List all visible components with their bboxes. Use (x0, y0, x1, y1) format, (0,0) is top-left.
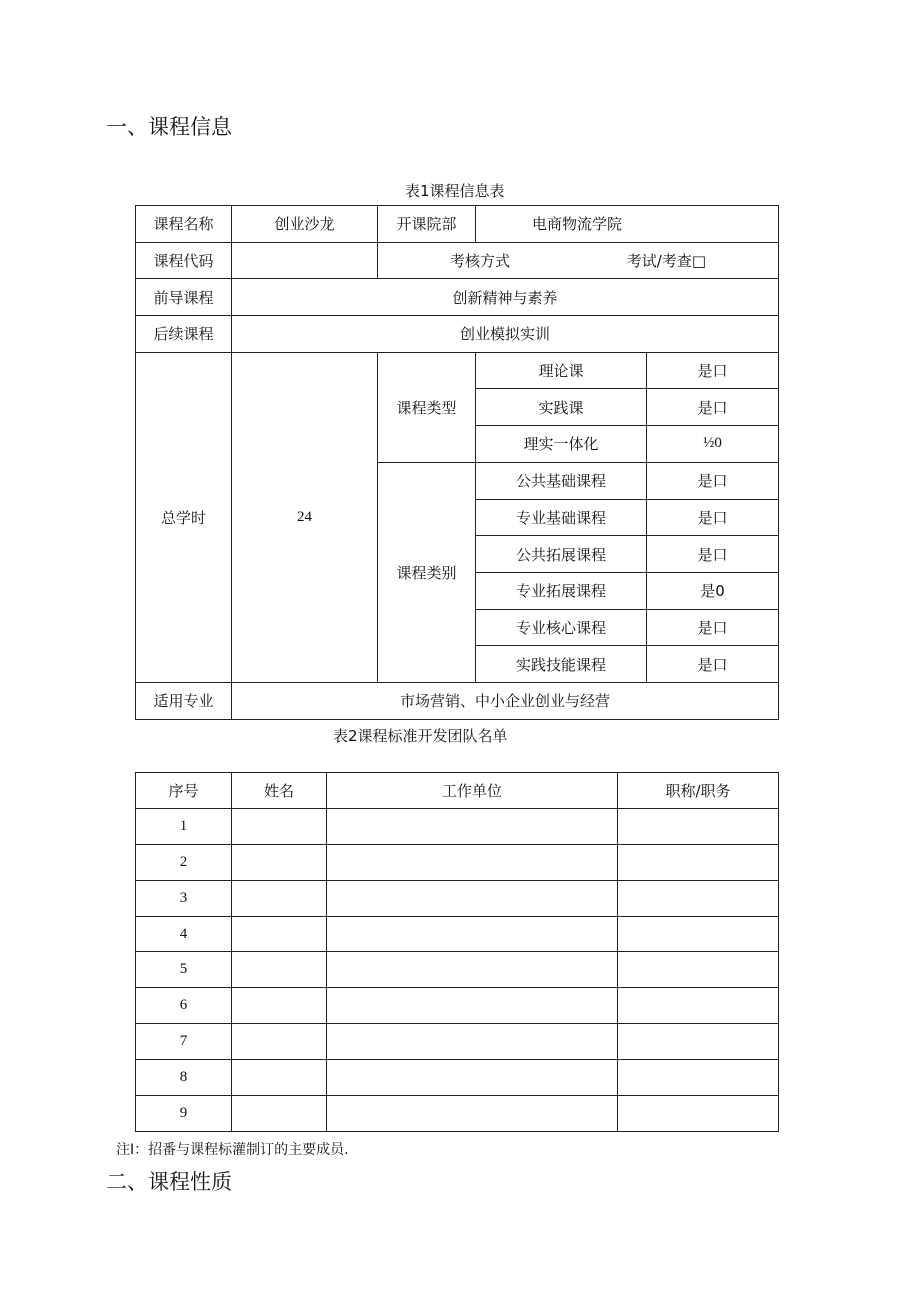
course-name-value: 创业沙龙 (232, 206, 378, 243)
row-title (618, 808, 779, 844)
course-code-value (232, 242, 378, 279)
course-category-name: 专业基础课程 (476, 499, 647, 536)
table-row (136, 1024, 779, 1060)
row-workplace (327, 1060, 618, 1096)
row-index: 9 (136, 1096, 232, 1132)
exam-method-cell (378, 242, 779, 279)
prereq-label: 前导课程 (136, 279, 232, 316)
row-index: 1 (136, 808, 232, 844)
row-index: 7 (136, 1024, 232, 1060)
table-row (136, 808, 779, 844)
table-row (136, 1096, 779, 1132)
header-name: 姓名 (232, 773, 327, 809)
table1-caption: 表1课程信息表 (405, 182, 505, 200)
row-index: 5 (136, 952, 232, 988)
row-workplace (327, 1024, 618, 1060)
row-name (232, 1060, 327, 1096)
course-category-name: 公共基础课程 (476, 462, 647, 499)
course-category-name: 专业拓展课程 (476, 572, 647, 609)
section-heading-course-nature: 二、课程性质 (106, 1170, 232, 1194)
row-title (618, 1096, 779, 1132)
header-title: 职称/职务 (618, 773, 779, 809)
course-code-label: 课程代码 (136, 242, 232, 279)
row-title (618, 880, 779, 916)
header-index: 序号 (136, 773, 232, 809)
dev-team-table (135, 772, 779, 1132)
section-heading-course-info: 一、课程信息 (106, 115, 232, 139)
row-name (232, 1024, 327, 1060)
table-row (136, 242, 779, 279)
row-index: 8 (136, 1060, 232, 1096)
header-workplace: 工作单位 (327, 773, 618, 809)
course-category-value: 是口 (647, 536, 779, 573)
table-note: 注I：招番与课程标灌制订的主要成员. (116, 1142, 349, 1158)
course-type-name: 实践课 (476, 389, 647, 426)
row-name (232, 844, 327, 880)
table-row (136, 1060, 779, 1096)
major-label: 适用专业 (136, 682, 232, 719)
row-title (618, 952, 779, 988)
row-index: 2 (136, 844, 232, 880)
row-index: 3 (136, 880, 232, 916)
row-title (618, 1060, 779, 1096)
row-index: 6 (136, 988, 232, 1024)
row-name (232, 988, 327, 1024)
table2-caption: 表2课程标准开发团队名单 (333, 727, 508, 745)
course-category-name: 公共拓展课程 (476, 536, 647, 573)
followup-value: 创业模拟实训 (232, 316, 779, 353)
row-title (618, 1024, 779, 1060)
prereq-value: 创新精神与素养 (232, 279, 779, 316)
course-type-value: ½0 (647, 426, 779, 463)
course-name-label: 课程名称 (136, 206, 232, 243)
table-row (136, 682, 779, 719)
course-category-name: 实践技能课程 (476, 646, 647, 683)
major-value: 市场营销、中小企业创业与经营 (232, 682, 779, 719)
course-type-value: 是口 (647, 389, 779, 426)
followup-label: 后续课程 (136, 316, 232, 353)
row-workplace (327, 988, 618, 1024)
row-name (232, 1096, 327, 1132)
exam-method-label: 考核方式 (450, 252, 511, 271)
exam-method-value: 考试/考查□ (626, 252, 707, 271)
table-row (136, 352, 779, 389)
course-category-value: 是口 (647, 462, 779, 499)
row-title (618, 916, 779, 952)
row-name (232, 952, 327, 988)
row-title (618, 988, 779, 1024)
row-workplace (327, 916, 618, 952)
course-category-value: 是口 (647, 609, 779, 646)
department-label: 开课院部 (378, 206, 476, 243)
course-category-value: 是口 (647, 499, 779, 536)
course-category-name: 专业核心课程 (476, 609, 647, 646)
row-workplace (327, 880, 618, 916)
row-workplace (327, 844, 618, 880)
table-row (136, 988, 779, 1024)
total-hours-value: 24 (232, 352, 378, 682)
table-row (136, 279, 779, 316)
row-name (232, 808, 327, 844)
course-category-label: 课程类别 (378, 462, 476, 682)
course-type-name: 理实一体化 (476, 426, 647, 463)
table-row (136, 880, 779, 916)
table-row (136, 316, 779, 353)
row-workplace (327, 1096, 618, 1132)
row-workplace (327, 952, 618, 988)
course-info-table (135, 205, 779, 720)
row-name (232, 880, 327, 916)
table-row (136, 916, 779, 952)
total-hours-label: 总学时 (136, 352, 232, 682)
course-type-value: 是口 (647, 352, 779, 389)
table-row (136, 844, 779, 880)
row-workplace (327, 808, 618, 844)
course-type-name: 理论课 (476, 352, 647, 389)
table-row (136, 206, 779, 243)
department-value: 电商物流学院 (476, 206, 779, 243)
row-title (618, 844, 779, 880)
course-category-value: 是口 (647, 646, 779, 683)
course-type-label: 课程类型 (378, 352, 476, 462)
row-name (232, 916, 327, 952)
course-category-value: 是0 (647, 572, 779, 609)
table-header-row (136, 773, 779, 809)
row-index: 4 (136, 916, 232, 952)
table-row (136, 952, 779, 988)
